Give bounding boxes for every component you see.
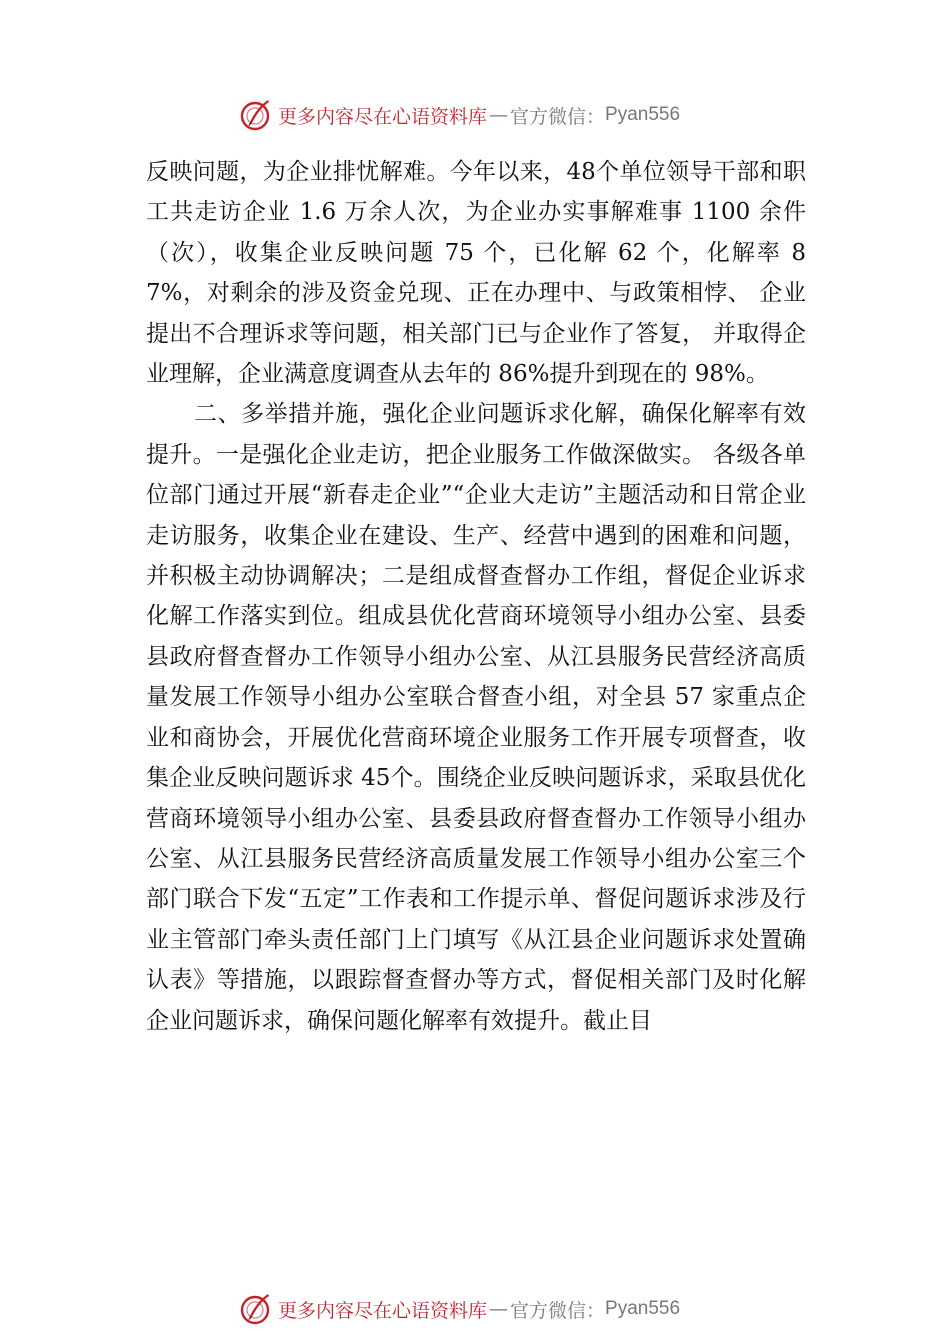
body-paragraph-2: 二、多举措并施，强化企业问题诉求化解，确保化解率有效提升。一是强化企业走访，把企业服务工作做深做实。 各级各单位部门通过开展“新春走企业”“企业大走访”主题活动和日常企业走访服务，收集企业在建设、生产、经营中遇到的困难和问题，并积极主动协调解决；二是组成督查督办工作组，督促企业诉求化解工作落实到位。组成县优化营商环境领导小组办公室、县委县政府督查督办工作领导小组办公室、从江县服务民营经济高质量发展工作领导小组办公室联合督查小组，对全县 57 家重点企业和商协会，开展优化营商环境企业服务工作开展专项督查，收集企业反映问题诉求 45个。围绕企业反映问题诉求，采取县优化营商环境领导小组办公室、县委县政府督查督办工作领导小组办公室、从江县服务民营经济高质量发展工作领导小组办公室三个部门联合下发“五定”工作表和工作提示单、督促问题诉求涉及行业主管部门牵头责任部门上门填写《从江县企业问题诉求处置确认表》等措施，以跟踪督查督办等方式，督促相关部门及时化解企业问题诉求，确保问题化解率有效提升。截止目 bbox=[146, 401, 806, 1034]
watermark-site-text: 更多内容尽在心语资料库 bbox=[278, 105, 488, 128]
header-watermark bbox=[238, 97, 680, 133]
watermark-contact-id: Pyan556 bbox=[605, 104, 681, 125]
watermark-contact-id: Pyan556 bbox=[605, 1298, 681, 1319]
quill-seal-icon bbox=[238, 1292, 272, 1326]
body-paragraph-1: 反映问题，为企业排忧解难。今年以来，48个单位领导干部和职工共走访企业 1.6 万余人次，为企业办实事解难事 1100 余件（次），收集企业反映问题 75 个，已化解 62 个，化解率 87%，对剩余的涉及资金兑现、正在办理中、与政策相悖、 企业提出不合理诉求等问题，相关部门已与企业作了答复， 并取得企业理解，企业满意度调查从去年的 86%提升到现在的 98%。 bbox=[146, 159, 806, 388]
quill-seal-icon bbox=[238, 98, 272, 132]
document-body bbox=[146, 152, 806, 1041]
watermark-site-text: 更多内容尽在心语资料库 bbox=[278, 1299, 488, 1322]
watermark-dash: — bbox=[489, 104, 509, 126]
watermark-dash: — bbox=[489, 1298, 509, 1320]
footer-watermark bbox=[238, 1291, 680, 1327]
watermark-contact-label: 官方微信： bbox=[510, 105, 606, 128]
watermark-contact-label: 官方微信： bbox=[510, 1299, 606, 1322]
